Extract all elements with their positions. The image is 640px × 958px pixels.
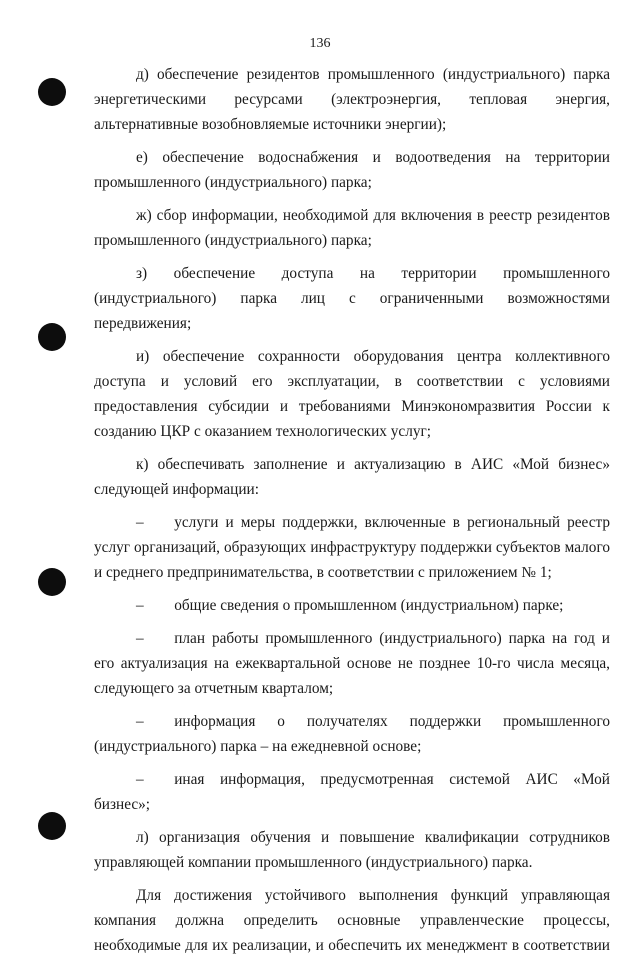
list-item: – иная информация, предусмотренная системой АИС «Мой бизнес»; bbox=[94, 771, 610, 813]
paragraph: е) обеспечение водоснабжения и водоотведения на территории промышленного (индустриального) парка; bbox=[94, 149, 610, 191]
list-item: – услуги и меры поддержки, включенные в региональный реестр услуг организаций, образующих инфраструктуру поддержки субъектов малого и среднего предпринимательства, в соответствии с приложением № 1; bbox=[94, 514, 610, 581]
document-body bbox=[94, 62, 610, 958]
list-item: – информация о получателях поддержки промышленного (индустриального) парка – на ежедневной основе; bbox=[94, 713, 610, 755]
paragraph: Для достижения устойчивого выполнения функций управляющая компания должна определить основные управленческие процессы, необходимые для их реализации, и обеспечить их менеджмент в соответствии bbox=[94, 887, 610, 954]
paragraph: з) обеспечение доступа на территории промышленного (индустриального) парка лиц с ограниченными возможностями передвижения; bbox=[94, 265, 610, 332]
list-item: – план работы промышленного (индустриального) парка на год и его актуализация на ежеквартальной основе не позднее 10-го числа месяца, следующего за отчетным кварталом; bbox=[94, 630, 610, 697]
binder-hole bbox=[38, 568, 66, 596]
paragraph: д) обеспечение резидентов промышленного (индустриального) парка энергетическими ресурсами (электроэнергия, тепловая энергия, альтернативные возобновляемые источники энергии); bbox=[94, 66, 610, 133]
binder-hole bbox=[38, 78, 66, 106]
paragraph: и) обеспечение сохранности оборудования центра коллективного доступа и условий его эксплуатации, в соответствии с условиями предоставления субсидии и требованиями Минэкономразвития России к созданию ЦКР с оказанием технологических услуг; bbox=[94, 348, 610, 440]
binder-hole bbox=[38, 812, 66, 840]
list-item: – общие сведения о промышленном (индустриальном) парке; bbox=[136, 597, 564, 614]
paragraph: ж) сбор информации, необходимой для включения в реестр резидентов промышленного (индустриального) парка; bbox=[94, 207, 610, 249]
paragraph: л) организация обучения и повышение квалификации сотрудников управляющей компании промышленного (индустриального) парка. bbox=[94, 829, 610, 871]
binder-hole bbox=[38, 323, 66, 351]
page-number: 136 bbox=[309, 36, 331, 51]
paragraph: к) обеспечивать заполнение и актуализацию в АИС «Мой бизнес» следующей информации: bbox=[94, 456, 610, 498]
